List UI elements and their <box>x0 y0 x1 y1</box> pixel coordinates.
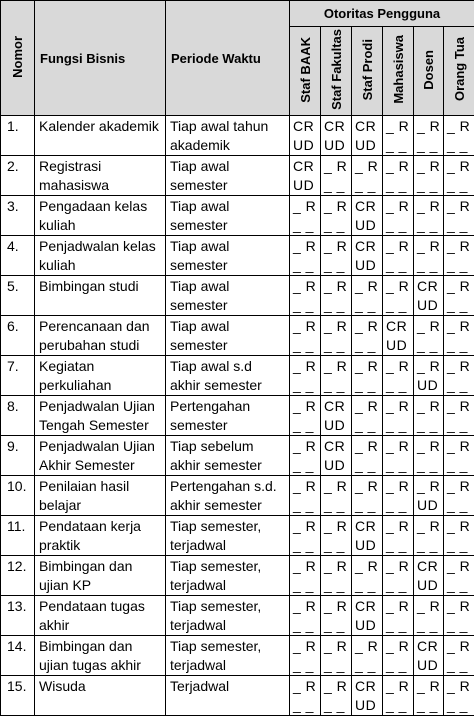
header-role <box>383 27 414 116</box>
row-permission-cell: CR UD <box>352 196 383 236</box>
row-permission-cell: _ R _ _ <box>290 196 321 236</box>
table-row <box>1 276 474 316</box>
row-permission-cell: _ R _ _ <box>321 556 352 596</box>
row-number: 2. <box>1 156 35 196</box>
row-permission-cell: _ R _ _ <box>383 156 414 196</box>
row-permission-cell: _ R UD <box>414 356 444 396</box>
row-fungsi-bisnis: Penjadwalan kelas kuliah <box>35 236 166 276</box>
row-permission-cell: _ R _ _ <box>321 236 352 276</box>
row-permission-cell: CR UD <box>290 116 321 156</box>
row-permission-cell: _ R _ _ <box>383 596 414 636</box>
row-permission-cell: _ R _ _ <box>383 356 414 396</box>
row-permission-cell: _ R _ _ <box>414 396 444 436</box>
header-role-label: Dosen <box>421 50 436 90</box>
row-permission-cell: _ R _ _ <box>383 556 414 596</box>
row-fungsi-bisnis: Kegiatan perkuliahan <box>35 356 166 396</box>
row-periode-waktu: Tiap awal s.d akhir semester <box>166 356 290 396</box>
row-permission-cell: _ R _ _ <box>290 556 321 596</box>
row-permission-cell: CR UD <box>321 116 352 156</box>
row-permission-cell: _ R _ _ <box>290 476 321 516</box>
row-permission-cell: _ R _ _ <box>414 236 444 276</box>
row-permission-cell: _ R _ _ <box>444 236 474 276</box>
header-role-label: Orang Tua <box>452 37 467 101</box>
table-row <box>1 436 474 476</box>
row-number: 9. <box>1 436 35 476</box>
row-permission-cell: _ R _ _ <box>321 676 352 716</box>
row-permission-cell: _ R _ _ <box>290 276 321 316</box>
row-permission-cell: _ R _ _ <box>321 276 352 316</box>
row-fungsi-bisnis: Bimbingan dan ujian KP <box>35 556 166 596</box>
row-permission-cell: _ R _ _ <box>414 596 444 636</box>
row-permission-cell: _ R _ _ <box>383 516 414 556</box>
row-number: 14. <box>1 636 35 676</box>
row-periode-waktu: Terjadwal <box>166 676 290 716</box>
table-header <box>1 1 474 116</box>
row-permission-cell: _ R _ _ <box>383 116 414 156</box>
row-permission-cell: _ R _ _ <box>444 596 474 636</box>
row-permission-cell: _ R _ _ <box>290 596 321 636</box>
header-role-label: Staf BAAK <box>298 37 313 103</box>
row-permission-cell: _ R _ _ <box>321 196 352 236</box>
header-fungsi-bisnis: Fungsi Bisnis <box>35 1 166 116</box>
row-fungsi-bisnis: Pendataan tugas akhir <box>35 596 166 636</box>
header-nomor <box>1 1 35 116</box>
row-number: 5. <box>1 276 35 316</box>
row-number: 8. <box>1 396 35 436</box>
row-permission-cell: _ R _ _ <box>352 396 383 436</box>
row-permission-cell: CR UD <box>352 116 383 156</box>
row-fungsi-bisnis: Penjadwalan Ujian Tengah Semester <box>35 396 166 436</box>
row-fungsi-bisnis: Wisuda <box>35 676 166 716</box>
row-permission-cell: _ R _ _ <box>352 156 383 196</box>
row-permission-cell: _ R _ _ <box>383 476 414 516</box>
row-permission-cell: _ R UD <box>414 476 444 516</box>
row-permission-cell: _ R _ _ <box>290 396 321 436</box>
header-role <box>414 27 444 116</box>
table-row <box>1 596 474 636</box>
table-row <box>1 476 474 516</box>
row-permission-cell: CR UD <box>383 316 414 356</box>
row-fungsi-bisnis: Penilaian hasil belajar <box>35 476 166 516</box>
row-periode-waktu: Tiap awal semester <box>166 316 290 356</box>
row-permission-cell: _ R _ _ <box>444 116 474 156</box>
row-permission-cell: _ R _ _ <box>290 676 321 716</box>
row-permission-cell: _ R _ _ <box>444 316 474 356</box>
row-fungsi-bisnis: Penjadwalan Ujian Akhir Semester <box>35 436 166 476</box>
row-permission-cell: _ R _ _ <box>290 516 321 556</box>
row-permission-cell: _ R _ _ <box>414 156 444 196</box>
row-permission-cell: CR UD <box>290 156 321 196</box>
table-row <box>1 116 474 156</box>
row-periode-waktu: Tiap semester, terjadwal <box>166 636 290 676</box>
row-permission-cell: _ R _ _ <box>321 476 352 516</box>
row-permission-cell: _ R _ _ <box>321 636 352 676</box>
table-row <box>1 316 474 356</box>
row-permission-cell: _ R _ _ <box>352 636 383 676</box>
row-number: 4. <box>1 236 35 276</box>
row-permission-cell: _ R _ _ <box>352 276 383 316</box>
row-number: 10. <box>1 476 35 516</box>
header-role-label: Mahasiswa <box>391 35 406 104</box>
row-fungsi-bisnis: Perencanaan dan perubahan studi <box>35 316 166 356</box>
row-permission-cell: _ R _ _ <box>444 516 474 556</box>
row-permission-cell: _ R _ _ <box>383 436 414 476</box>
header-role-label: Staf Prodi <box>360 39 375 100</box>
row-permission-cell: CR UD <box>414 556 444 596</box>
table-row <box>1 396 474 436</box>
row-permission-cell: CR UD <box>352 596 383 636</box>
row-fungsi-bisnis: Pengadaan kelas kuliah <box>35 196 166 236</box>
header-role <box>444 27 474 116</box>
header-role <box>352 27 383 116</box>
row-number: 7. <box>1 356 35 396</box>
row-permission-cell: _ R _ _ <box>321 516 352 556</box>
header-role <box>321 27 352 116</box>
table-row <box>1 356 474 396</box>
row-permission-cell: _ R _ _ <box>444 436 474 476</box>
row-periode-waktu: Tiap semester, terjadwal <box>166 596 290 636</box>
header-role-label: Staf Fakultas <box>329 29 344 110</box>
row-periode-waktu: Tiap awal semester <box>166 236 290 276</box>
row-periode-waktu: Pertengahan semester <box>166 396 290 436</box>
row-number: 12. <box>1 556 35 596</box>
row-periode-waktu: Tiap semester, terjadwal <box>166 556 290 596</box>
header-otoritas-pengguna: Otoritas Pengguna <box>290 1 474 27</box>
row-permission-cell: _ R _ _ <box>290 236 321 276</box>
row-permission-cell: _ R _ _ <box>383 196 414 236</box>
row-fungsi-bisnis: Registrasi mahasiswa <box>35 156 166 196</box>
row-permission-cell: CR UD <box>352 236 383 276</box>
table-row <box>1 156 474 196</box>
row-permission-cell: _ R _ _ <box>414 436 444 476</box>
row-permission-cell: _ R _ _ <box>444 156 474 196</box>
table-row <box>1 236 474 276</box>
row-permission-cell: CR UD <box>321 436 352 476</box>
row-permission-cell: _ R _ _ <box>414 316 444 356</box>
row-permission-cell: _ R _ _ <box>444 676 474 716</box>
row-periode-waktu: Pertengahan s.d. akhir semester <box>166 476 290 516</box>
row-permission-cell: _ R _ _ <box>321 316 352 356</box>
row-permission-cell: _ R _ _ <box>444 396 474 436</box>
row-permission-cell: _ R _ _ <box>414 196 444 236</box>
row-permission-cell: _ R _ _ <box>444 356 474 396</box>
row-permission-cell: _ R _ _ <box>414 116 444 156</box>
row-permission-cell: _ R _ _ <box>290 436 321 476</box>
row-permission-cell: CR UD <box>352 676 383 716</box>
row-permission-cell: _ R _ _ <box>383 396 414 436</box>
row-permission-cell: _ R _ _ <box>290 356 321 396</box>
row-permission-cell: CR UD <box>414 636 444 676</box>
row-fungsi-bisnis: Pendataan kerja praktik <box>35 516 166 556</box>
row-permission-cell: _ R _ _ <box>444 636 474 676</box>
row-number: 3. <box>1 196 35 236</box>
row-number: 13. <box>1 596 35 636</box>
table-row <box>1 676 474 716</box>
row-fungsi-bisnis: Kalender akademik <box>35 116 166 156</box>
row-periode-waktu: Tiap sebelum akhir semester <box>166 436 290 476</box>
table-row <box>1 196 474 236</box>
row-permission-cell: _ R _ _ <box>352 476 383 516</box>
header-periode-waktu: Periode Waktu <box>166 1 290 116</box>
row-fungsi-bisnis: Bimbingan dan ujian tugas akhir <box>35 636 166 676</box>
row-permission-cell: _ R _ _ <box>414 516 444 556</box>
header-role <box>290 27 321 116</box>
row-permission-cell: _ R _ _ <box>444 556 474 596</box>
header-nomor-label: Nomor <box>10 36 25 78</box>
row-number: 6. <box>1 316 35 356</box>
table-row <box>1 516 474 556</box>
row-permission-cell: _ R _ _ <box>414 676 444 716</box>
row-periode-waktu: Tiap semester, terjadwal <box>166 516 290 556</box>
row-permission-cell: CR UD <box>352 516 383 556</box>
row-permission-cell: _ R _ _ <box>444 476 474 516</box>
row-permission-cell: CR UD <box>321 396 352 436</box>
row-number: 11. <box>1 516 35 556</box>
row-permission-cell: _ R _ _ <box>352 436 383 476</box>
table-row <box>1 556 474 596</box>
row-number: 1. <box>1 116 35 156</box>
row-periode-waktu: Tiap awal semester <box>166 196 290 236</box>
row-periode-waktu: Tiap awal semester <box>166 156 290 196</box>
row-permission-cell: _ R _ _ <box>321 596 352 636</box>
row-permission-cell: _ R _ _ <box>321 156 352 196</box>
row-permission-cell: _ R _ _ <box>383 236 414 276</box>
row-fungsi-bisnis: Bimbingan studi <box>35 276 166 316</box>
table-row <box>1 636 474 676</box>
row-number: 15. <box>1 676 35 716</box>
row-permission-cell: _ R _ _ <box>290 316 321 356</box>
row-permission-cell: _ R _ _ <box>352 556 383 596</box>
row-periode-waktu: Tiap awal tahun akademik <box>166 116 290 156</box>
row-periode-waktu: Tiap awal semester <box>166 276 290 316</box>
row-permission-cell: _ R _ _ <box>444 276 474 316</box>
row-permission-cell: _ R _ _ <box>352 356 383 396</box>
row-permission-cell: _ R _ _ <box>383 276 414 316</box>
row-permission-cell: _ R _ _ <box>383 676 414 716</box>
row-permission-cell: _ R _ _ <box>383 636 414 676</box>
row-permission-cell: CR UD <box>414 276 444 316</box>
row-permission-cell: _ R _ _ <box>290 636 321 676</box>
row-permission-cell: _ R _ _ <box>444 196 474 236</box>
table-body <box>1 116 474 716</box>
row-permission-cell: _ R _ _ <box>321 356 352 396</box>
row-permission-cell: _ R _ _ <box>352 316 383 356</box>
